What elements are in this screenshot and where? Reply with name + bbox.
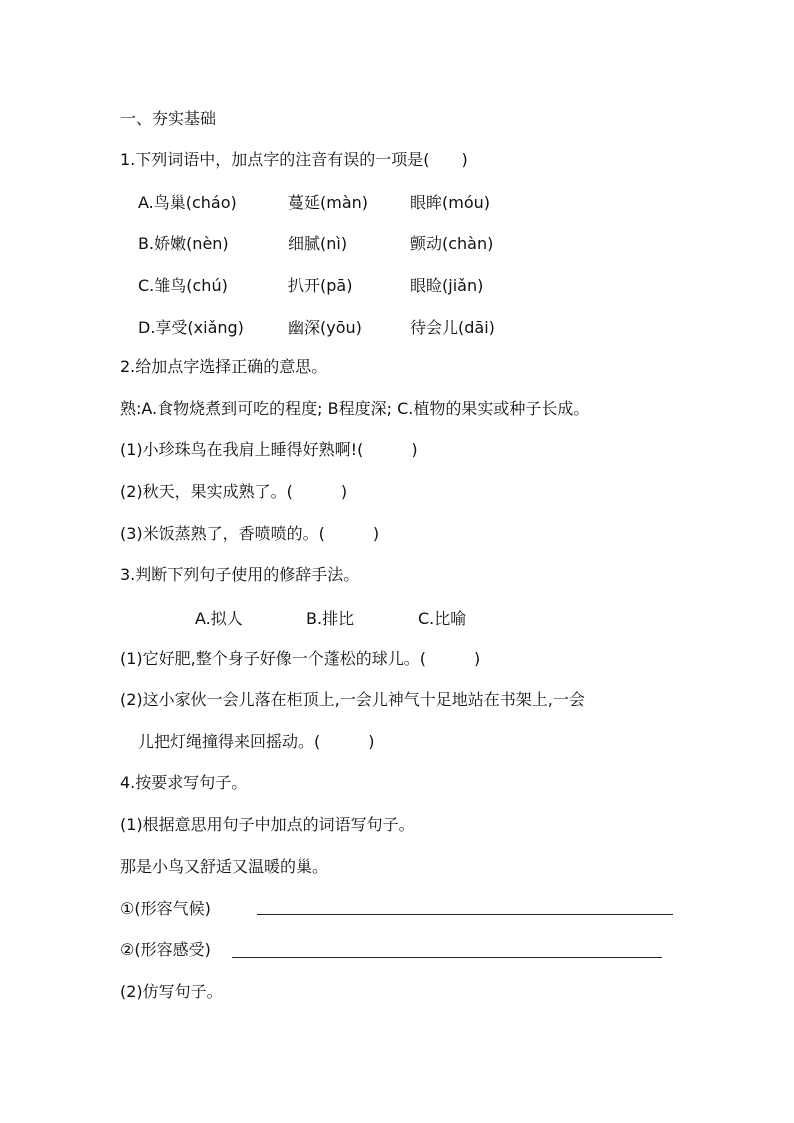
- question-1-option-row-c: [0, 273, 794, 295]
- option-a-word-3: 眼眸(móu): [410, 193, 491, 212]
- fill-row-1: [120, 898, 211, 920]
- question-1-option-row-b: [0, 231, 794, 253]
- question-3-item-2: (2)这小家伙一会儿落在柜顶上,一会儿神气十足地站在书架上,一会: [120, 690, 585, 709]
- option-c-word-1: C.雏鸟(chú): [138, 276, 228, 295]
- choice-b: B.排比: [306, 609, 355, 628]
- option-b-word-3: 颤动(chàn): [410, 234, 494, 253]
- question-3-choices: [0, 606, 794, 628]
- question-2-item-3: (3)米饭蒸熟了，香喷喷的。( ): [120, 524, 380, 543]
- question-3-stem: 3.判断下列句子使用的修辞手法。: [120, 565, 360, 584]
- fill-row-2: [120, 939, 211, 961]
- question-3-item-2-continued: 儿把灯绳撞得来回摇动。( ): [138, 732, 375, 751]
- question-3-item-1: (1)它好肥,整个身子好像一个蓬松的球儿。( ): [120, 649, 481, 668]
- option-d-word-1: D.享受(xiǎng): [138, 318, 244, 337]
- question-2-stem: 2.给加点字选择正确的意思。: [120, 357, 328, 376]
- question-1-option-row-d: [0, 315, 794, 337]
- option-d-word-2: 幽深(yōu): [288, 318, 362, 337]
- answer-line-2[interactable]: [232, 957, 662, 958]
- fill-2-label: ②(形容感受): [120, 940, 211, 959]
- choice-c: C.比喻: [418, 609, 467, 628]
- question-2-item-2: (2)秋天，果实成熟了。( ): [120, 482, 348, 501]
- question-4-sub-1: (1)根据意思用句子中加点的词语写句子。: [120, 815, 415, 834]
- option-b-word-2: 细腻(nì): [288, 234, 348, 253]
- question-4-sentence: 那是小鸟又舒适又温暖的巢。: [120, 857, 329, 876]
- option-c-word-3: 眼睑(jiǎn): [410, 276, 484, 295]
- question-4-stem: 4.按要求写句子。: [120, 773, 248, 792]
- fill-1-label: ①(形容气候): [120, 899, 211, 918]
- question-1-stem: 1.下列词语中，加点字的注音有误的一项是( ): [120, 150, 468, 169]
- question-2-definition: 熟:A.食物烧煮到可吃的程度; B程度深; C.植物的果实或种子长成。: [120, 399, 590, 418]
- question-1-option-row-a: [0, 190, 794, 212]
- question-2-item-1: (1)小珍珠鸟在我肩上睡得好熟啊!( ): [120, 440, 418, 459]
- option-b-word-1: B.娇嫩(nèn): [138, 234, 229, 253]
- answer-line-1[interactable]: [257, 914, 673, 915]
- option-a-word-1: A.鸟巢(cháo): [138, 193, 237, 212]
- option-a-word-2: 蔓延(màn): [288, 193, 369, 212]
- option-d-word-3: 待会儿(dāi): [410, 318, 495, 337]
- option-c-word-2: 扒开(pā): [288, 276, 353, 295]
- section-title: 一、夯实基础: [120, 109, 217, 128]
- question-4-sub-2: (2)仿写句子。: [120, 982, 223, 1001]
- choice-a: A.拟人: [195, 609, 243, 628]
